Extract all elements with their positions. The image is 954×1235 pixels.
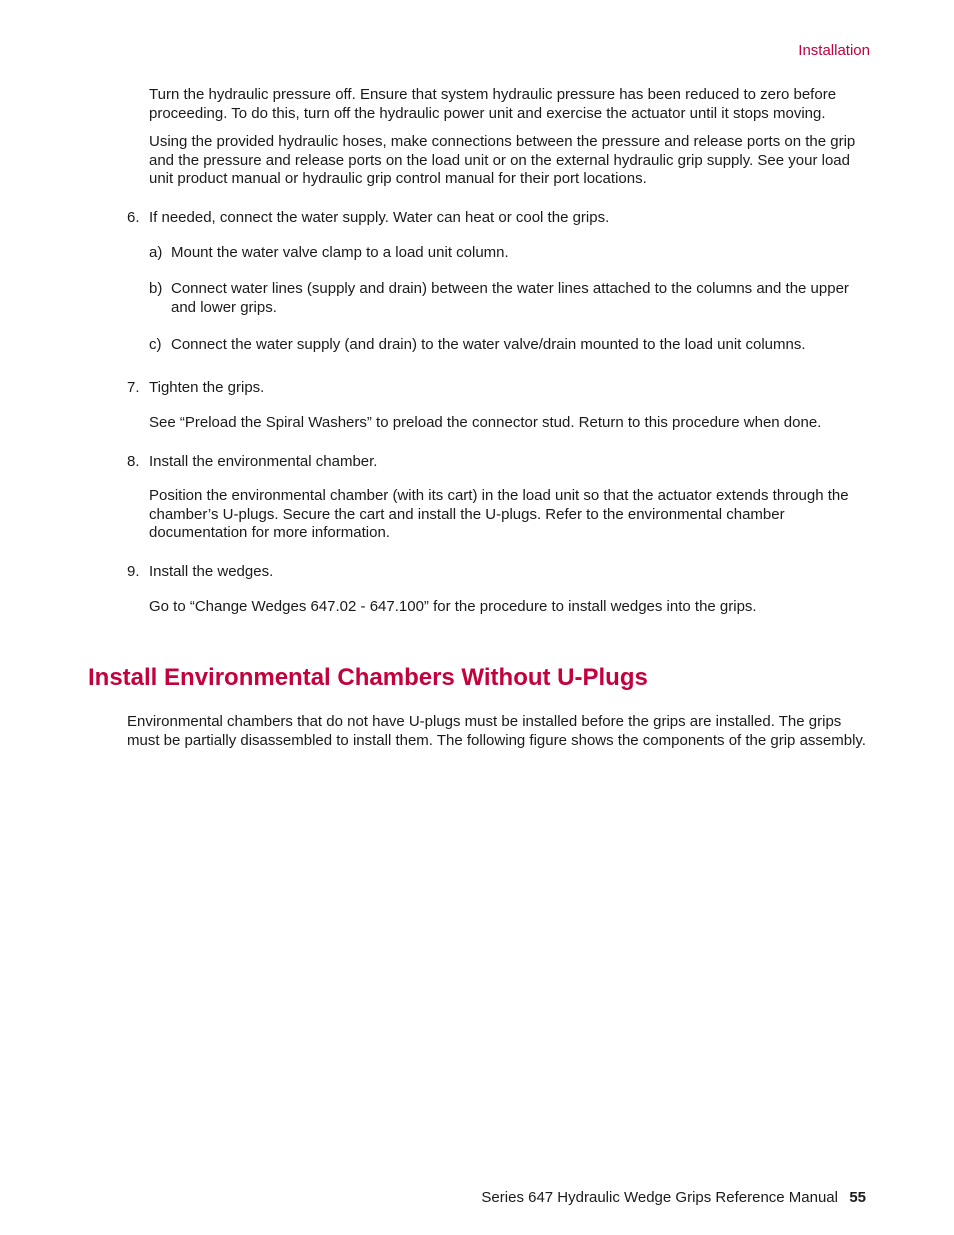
section-body: Environmental chambers that do not have U-plugs must be installed before the grips are installed. The grips must be partially disassembled to install them. The following figure shows the components of the grip assembly.: [127, 713, 866, 749]
step-number: 6.: [127, 209, 140, 226]
running-header: Installation: [798, 42, 870, 59]
step-number: 9.: [127, 563, 140, 580]
substep-marker: b): [149, 280, 163, 297]
substep-marker: a): [149, 244, 163, 261]
step-text: Install the wedges.: [149, 563, 274, 580]
step-text: If needed, connect the water supply. Water can heat or cool the grips.: [149, 209, 610, 226]
page-number: 55: [849, 1189, 866, 1206]
substep-text: Connect water lines (supply and drain) between the water lines attached to the columns and the upper and lower grips.: [171, 280, 849, 316]
substep-marker: c): [149, 336, 162, 353]
step-number: 8.: [127, 453, 140, 470]
step-detail: Position the environmental chamber (with its cart) in the load unit so that the actuator extends through the chamber’s U-plugs. Secure the cart and install the U-plugs. Refer to the environmental chamber documentation for more information.: [149, 487, 849, 542]
substep-text: Connect the water supply (and drain) to the water valve/drain mounted to the load unit columns.: [171, 336, 806, 353]
section-heading: Install Environmental Chambers Without U-Plugs: [88, 664, 648, 691]
step-detail: See “Preload the Spiral Washers” to preload the connector stud. Return to this procedure when done.: [149, 414, 822, 431]
substep-text: Mount the water valve clamp to a load unit column.: [171, 244, 509, 261]
continuation-paragraph-2: Using the provided hydraulic hoses, make connections between the pressure and release ports on the grip and the pressure and release ports on the load unit or on the external hydraulic grip supply. See your load unit product manual or hydraulic grip control manual for their port locations.: [149, 133, 856, 188]
step-text: Install the environmental chamber.: [149, 453, 378, 470]
step-detail: Go to “Change Wedges 647.02 - 647.100” for the procedure to install wedges into the grips.: [149, 598, 757, 615]
continuation-paragraph-1: Turn the hydraulic pressure off. Ensure that system hydraulic pressure has been reduced to zero before proceeding. To do this, turn off the hydraulic power unit and exercise the actuator until it stops moving.: [149, 86, 837, 122]
step-number: 7.: [127, 379, 140, 396]
footer-title: Series 647 Hydraulic Wedge Grips Reference Manual: [481, 1189, 838, 1206]
step-text: Tighten the grips.: [149, 379, 265, 396]
